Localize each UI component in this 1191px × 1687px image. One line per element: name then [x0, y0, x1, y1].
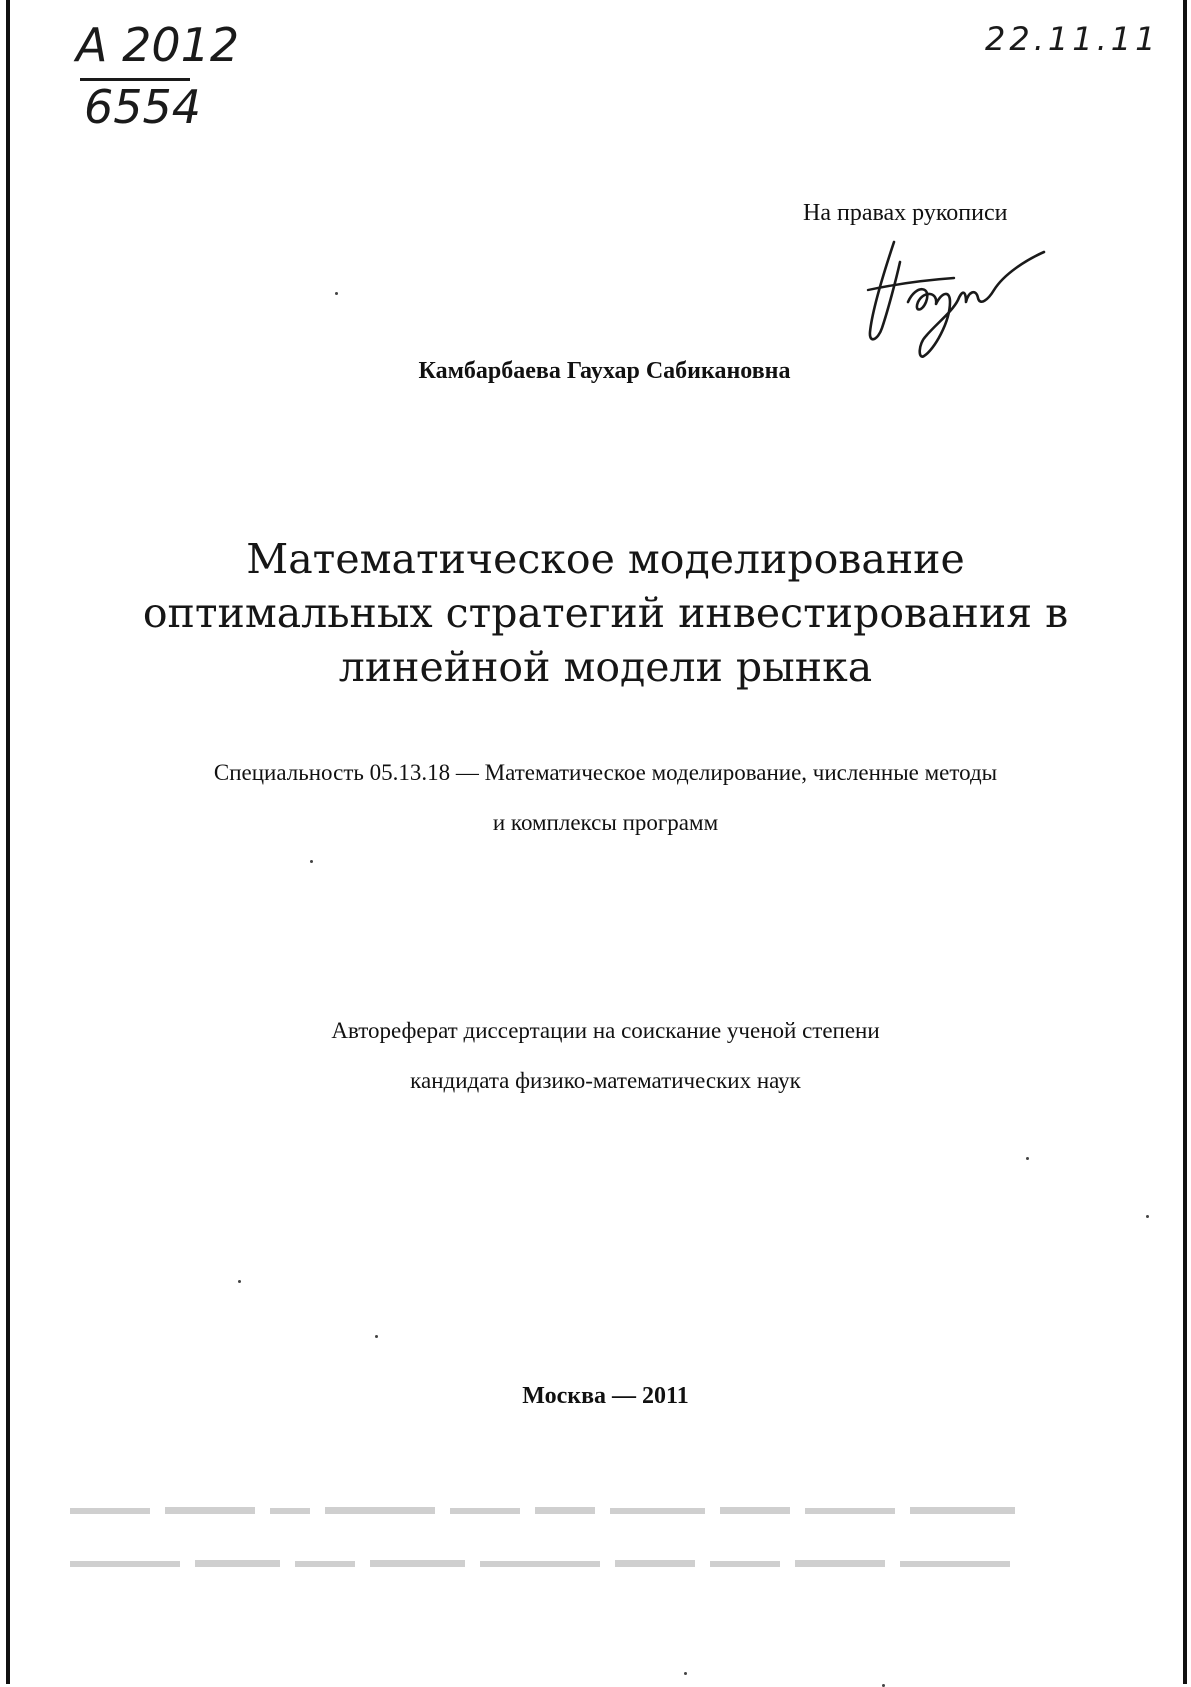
title-line: оптимальных стратегий инвестирования в	[142, 589, 1069, 637]
title-line: Математическое моделирование	[246, 535, 965, 583]
specialty-line: Специальность 05.13.18 — Математическое моделирование, численные методы	[213, 760, 998, 785]
signature	[866, 232, 1076, 362]
scan-speck	[238, 1280, 241, 1283]
title-line: линейной модели рынка	[338, 643, 873, 691]
city-year: Москва — 2011	[522, 1383, 689, 1409]
abstract-description: кандидата физико-математических наук	[410, 1068, 801, 1093]
abstract-description: Автореферат диссертации на соискание ученой степени	[331, 1018, 880, 1043]
scan-speck	[1146, 1215, 1149, 1218]
scan-speck	[310, 860, 313, 863]
dissertation-title	[0, 532, 1191, 694]
scan-speck	[684, 1672, 687, 1675]
specialty-line: и комплексы программ	[492, 810, 719, 835]
scan-left-edge	[6, 0, 10, 1684]
scan-right-edge	[1183, 0, 1187, 1684]
bleed-through-text	[70, 1502, 1020, 1522]
manuscript-note: На правах рукописи	[803, 200, 1008, 226]
scan-speck	[375, 1335, 378, 1338]
scan-speck	[335, 292, 338, 295]
archive-code: А 2012	[76, 18, 240, 72]
signature-icon	[866, 232, 1076, 362]
archive-number: 6554	[84, 80, 202, 134]
bleed-through-text	[70, 1555, 1020, 1575]
scan-speck	[1026, 1157, 1029, 1160]
handwritten-date: 22.11.11	[985, 20, 1160, 58]
author-name: Камбарбаева Гаухар Сабикановна	[418, 358, 791, 384]
